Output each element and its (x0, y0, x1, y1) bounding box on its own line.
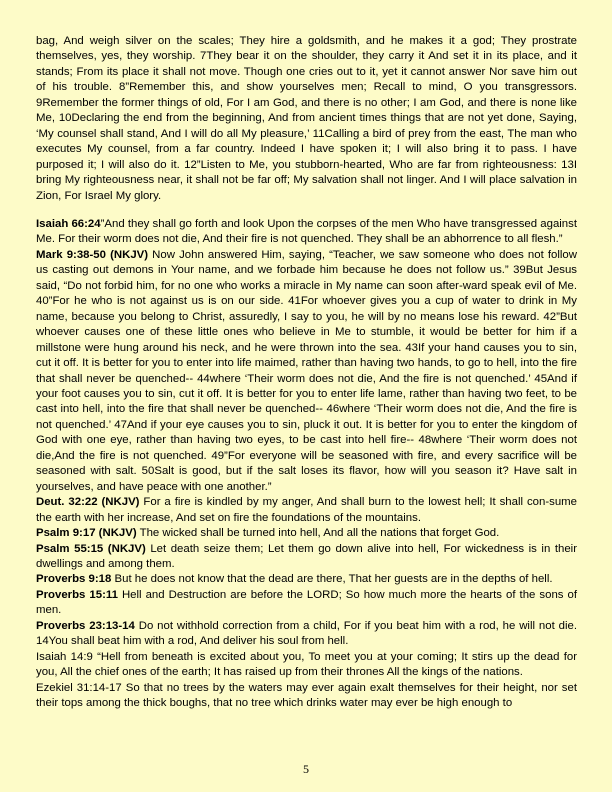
passage-text: For a fire is kindled by my anger, And shall burn to the lowest hell; It shall con-sume the earth with her increase, And set on fire the foundations of the mountains. (36, 496, 577, 524)
passage-text: Hell and Destruction are before the LORD; So how much more the hearts of the sons of men. (36, 588, 577, 617)
passage (36, 619, 577, 650)
passage-text: Isaiah 14:9 “Hell from beneath is excited about you, To meet you at your coming; It stirs up the dead for you, All the chief ones of the earth; It has raised up from their thrones All the kings of the nations. (36, 650, 577, 679)
scripture-reference: Proverbs 9:18 (36, 573, 112, 586)
passage-text: Ezekiel 31:14-17 So that no trees by the waters may ever again exalt themselves for their height, nor set their tops among the thick boughs, that no tree which drinks water may ever be high enough to (36, 681, 577, 710)
passage (36, 542, 577, 573)
passage (36, 217, 577, 248)
scripture-reference: Isaiah 66:24 (36, 217, 101, 230)
passage (36, 681, 577, 712)
passage-text: Let death seize them; Let them go down alive into hell, For wickedness is in their dwellings and among them. (36, 542, 578, 570)
scripture-reference: Mark 9:38-50 (NKJV) (36, 248, 149, 261)
scripture-reference: Deut. 32:22 (NKJV) (36, 496, 140, 509)
passage (36, 248, 577, 495)
scripture-reference: Proverbs 15:11 (36, 588, 118, 601)
scripture-reference: Proverbs 23:13-14 (36, 619, 135, 632)
page-body (36, 34, 577, 711)
passage-text: The wicked shall be turned into hell, And all the nations that forget God. (136, 527, 500, 540)
page-number: 5 (303, 762, 309, 776)
passage-text: But he does not know that the dead are there, That her guests are in the depths of hell. (111, 573, 553, 586)
passage-text: ”And they shall go forth and look Upon the corpses of the men Who have transgressed against Me. For their worm does not die, And their fire is not quenched. They shall be an abhorrence to all flesh.” (36, 217, 577, 246)
paragraph-gap (36, 204, 577, 217)
scripture-reference: Psalm 9:17 (NKJV) (36, 527, 137, 540)
passage (36, 650, 577, 681)
passage (36, 572, 577, 587)
passage (36, 588, 577, 619)
passage-text: Do not withhold correction from a child, For if you beat him with a rod, he will not die. 14You shall beat him with a rod, And deliver his soul from hell. (36, 619, 577, 648)
passage-text: Now John answered Him, saying, “Teacher, we saw someone who does not follow us casting out demons in Your name, and we forbade him because he does not follow us.” 39But Jesus said, “Do not forbid him, for no one who works a miracle in My name can soon after-ward speak evil of Me. 40”For he who is not against us is on our side. 41For whoever gives you a cup of water to drink in My name, because you belong to Christ, assuredly, I say to you, he will by no means lose his reward. 42”But whoever causes one of these little ones who believe in Me to stumble, it would be better for him if a millstone were hung around his neck, and he were thrown into the sea. 43If your hand causes you to sin, cut it off. It is better for you to enter into life maimed, rather than having two hands, to go to hell, into the fire that shall never be quenched-- 44where ‘Their worm does not die, And the fire is not quenched.’ 45And if your foot causes you to sin, cut it off. It is better for you to enter life lame, rather than having two feet, to be cast into hell, into the fire that shall never be quenched-- 46where ‘Their worm does not die, And the fire is not quenched.’ 47And if your eye causes you to sin, pluck it out. It is better for you to enter the kingdom of God with one eye, rather than having two eyes, to be cast into hell fire-- 48where ‘Their worm does not die,And the fire is not quenched. 49”For everyone will be seasoned with fire, and every sacrifice will be seasoned with salt. 50Salt is good, but if the salt loses its flavor, how will you season it? Have salt in yourselves, and have peace with one another.” (36, 248, 577, 493)
intro-paragraph: bag, And weigh silver on the scales; They hire a goldsmith, and he makes it a god; They prostrate themselves, yes, they worship. 7They bear it on the shoulder, they carry it And set it in its place, and it stands; From its place it shall not move. Though one cries out to it, yet it cannot answer Nor save him out of his trouble. 8”Remember this, and show yourselves men; Recall to mind, O you transgressors. 9Remember the former things of old, For I am God, and there is no other; I am God, and there is none like Me, 10Declaring the end from the beginning, And from ancient times things that are not yet done, Saying, ‘My counsel shall stand, And I will do all My pleasure,’ 11Calling a bird of prey from the east, The man who executes My counsel, from a far country. Indeed I have spoken it; I will also bring it to pass. I have purposed it; I will also do it. 12”Listen to Me, you stubborn-hearted, Who are far from righteousness: 13I bring My righteousness near, it shall not be far off; My salvation shall not linger. And I will place salvation in Zion, For Israel My glory. (36, 35, 577, 202)
passage (36, 526, 577, 541)
scripture-reference: Psalm 55:15 (NKJV) (36, 542, 146, 555)
passage (36, 495, 577, 526)
